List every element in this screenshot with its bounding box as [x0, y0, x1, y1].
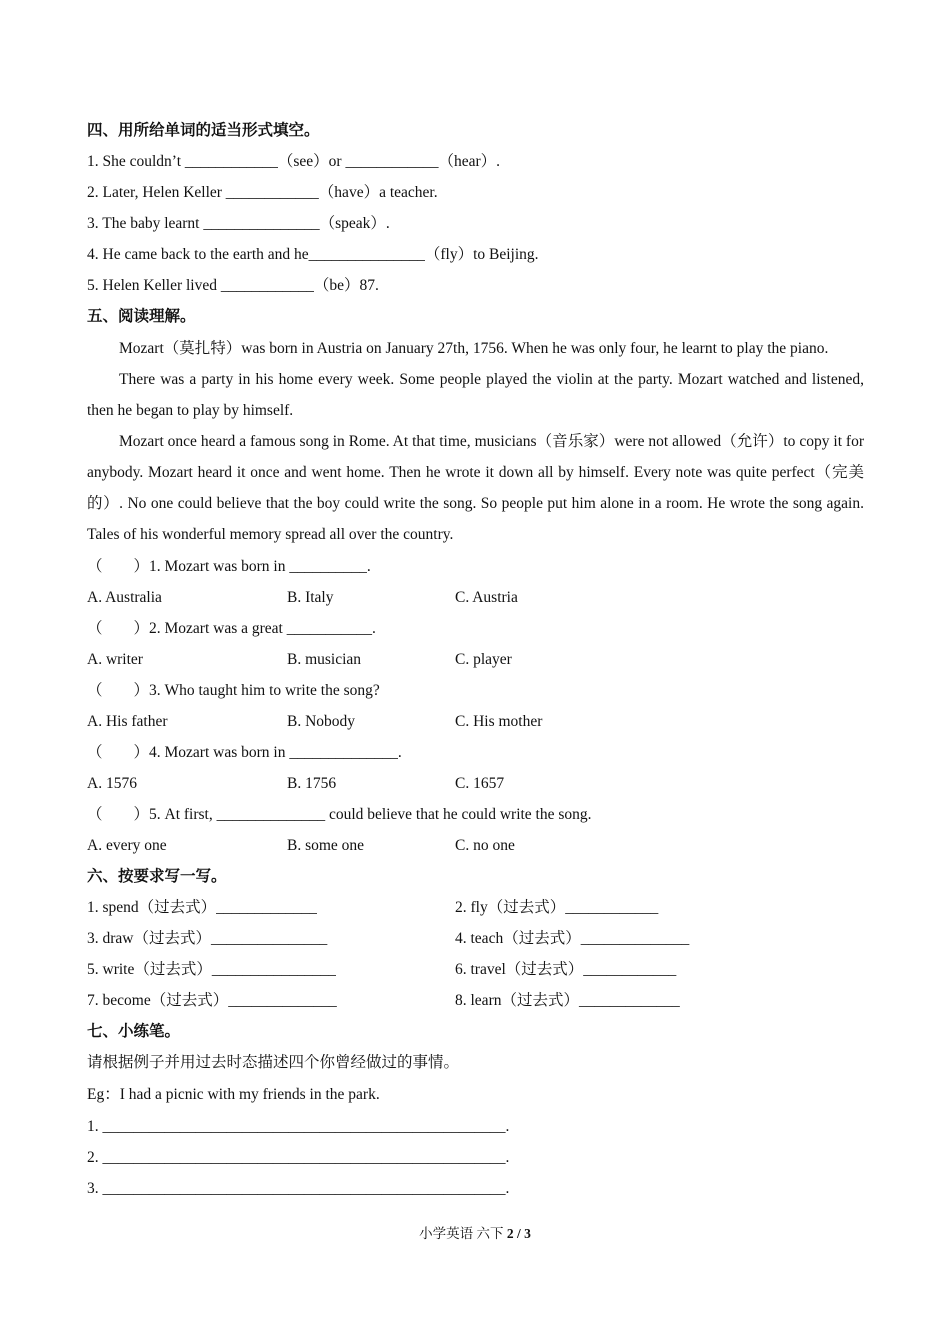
question-2-option-b: B. musician — [287, 651, 362, 668]
reading-passage — [87, 333, 864, 550]
section-6-item-2: 2. fly（过去式）____________ — [455, 899, 659, 916]
question-5-option-b: B. some one — [287, 837, 365, 854]
question-5: （ ）5. At first, ______________ could believe that he could write the song. — [87, 806, 592, 823]
question-5-option-c: C. no one — [455, 837, 515, 854]
section-6-item-5: 5. write（过去式）________________ — [87, 961, 336, 978]
writing-line-2: 2. ____________________________________________________. — [87, 1149, 510, 1166]
question-4: （ ）4. Mozart was born in ______________. — [87, 744, 402, 761]
section-4-item-1: 1. She couldn’t ____________（see）or ____________（hear）. — [87, 153, 500, 170]
section-6-item-8: 8. learn（过去式）_____________ — [455, 992, 680, 1009]
question-3-option-c: C. His mother — [455, 713, 543, 730]
section-4-title: 四、用所给单词的适当形式填空。 — [87, 122, 320, 139]
section-5-title: 五、阅读理解。 — [87, 308, 196, 325]
section-6-item-4: 4. teach（过去式）______________ — [455, 930, 690, 947]
passage-paragraph-3: Mozart once heard a famous song in Rome. At that time, musicians（音乐家）were not allowed（允许）to copy it for anybody. Mozart heard it once and went home. Then he wrote it down all by himself. Every note was quite perfect（完美的）. No one could believe that the boy could write the song. So people put him alone in a room. He wrote the song again. Tales of his wonderful memory spread all over the country. — [87, 433, 864, 543]
question-1-option-a: A. Australia — [87, 589, 162, 606]
question-4-option-b: B. 1756 — [287, 775, 337, 792]
page-footer — [0, 1224, 950, 1244]
question-3: （ ）3. Who taught him to write the song? — [87, 682, 380, 699]
question-2-option-a: A. writer — [87, 651, 143, 668]
section-4-item-4: 4. He came back to the earth and he_______________（fly）to Beijing. — [87, 246, 539, 263]
section-6-item-1: 1. spend（过去式）_____________ — [87, 899, 317, 916]
section-7-instruction: 请根据例子并用过去时态描述四个你曾经做过的事情。 — [87, 1054, 460, 1071]
section-4-item-3: 3. The baby learnt _______________（speak）. — [87, 215, 390, 232]
question-2: （ ）2. Mozart was a great ___________. — [87, 620, 376, 637]
section-6-item-7: 7. become（过去式）______________ — [87, 992, 337, 1009]
section-7-example: Eg：I had a picnic with my friends in the park. — [87, 1086, 380, 1103]
page-number: 2 / 3 — [506, 1226, 531, 1241]
question-1-option-b: B. Italy — [287, 589, 334, 606]
question-3-option-b: B. Nobody — [287, 713, 356, 730]
question-2-option-c: C. player — [455, 651, 512, 668]
section-6-item-6: 6. travel（过去式）____________ — [455, 961, 677, 978]
section-6-item-3: 3. draw（过去式）_______________ — [87, 930, 328, 947]
section-6-title: 六、按要求写一写。 — [87, 868, 227, 885]
section-4-item-2: 2. Later, Helen Keller ____________（have）a teacher. — [87, 184, 438, 201]
section-7-title: 七、小练笔。 — [87, 1023, 181, 1040]
question-4-option-a: A. 1576 — [87, 775, 137, 792]
section-4-item-5: 5. Helen Keller lived ____________（be）87. — [87, 277, 379, 294]
question-1: （ ）1. Mozart was born in __________. — [87, 558, 371, 575]
footer-label: 小学英语 六下 — [419, 1226, 504, 1241]
passage-paragraph-2: There was a party in his home every week. Some people played the violin at the party. Mozart watched and listened, then he began to play by himself. — [87, 371, 864, 419]
question-4-option-c: C. 1657 — [455, 775, 505, 792]
writing-line-3: 3. ____________________________________________________. — [87, 1180, 510, 1197]
question-1-option-c: C. Austria — [455, 589, 518, 606]
passage-paragraph-1: Mozart（莫扎特）was born in Austria on January 27th, 1756. When he was only four, he learnt to play the piano. — [119, 340, 829, 357]
question-5-option-a: A. every one — [87, 837, 167, 854]
question-3-option-a: A. His father — [87, 713, 168, 730]
writing-line-1: 1. ____________________________________________________. — [87, 1118, 510, 1135]
